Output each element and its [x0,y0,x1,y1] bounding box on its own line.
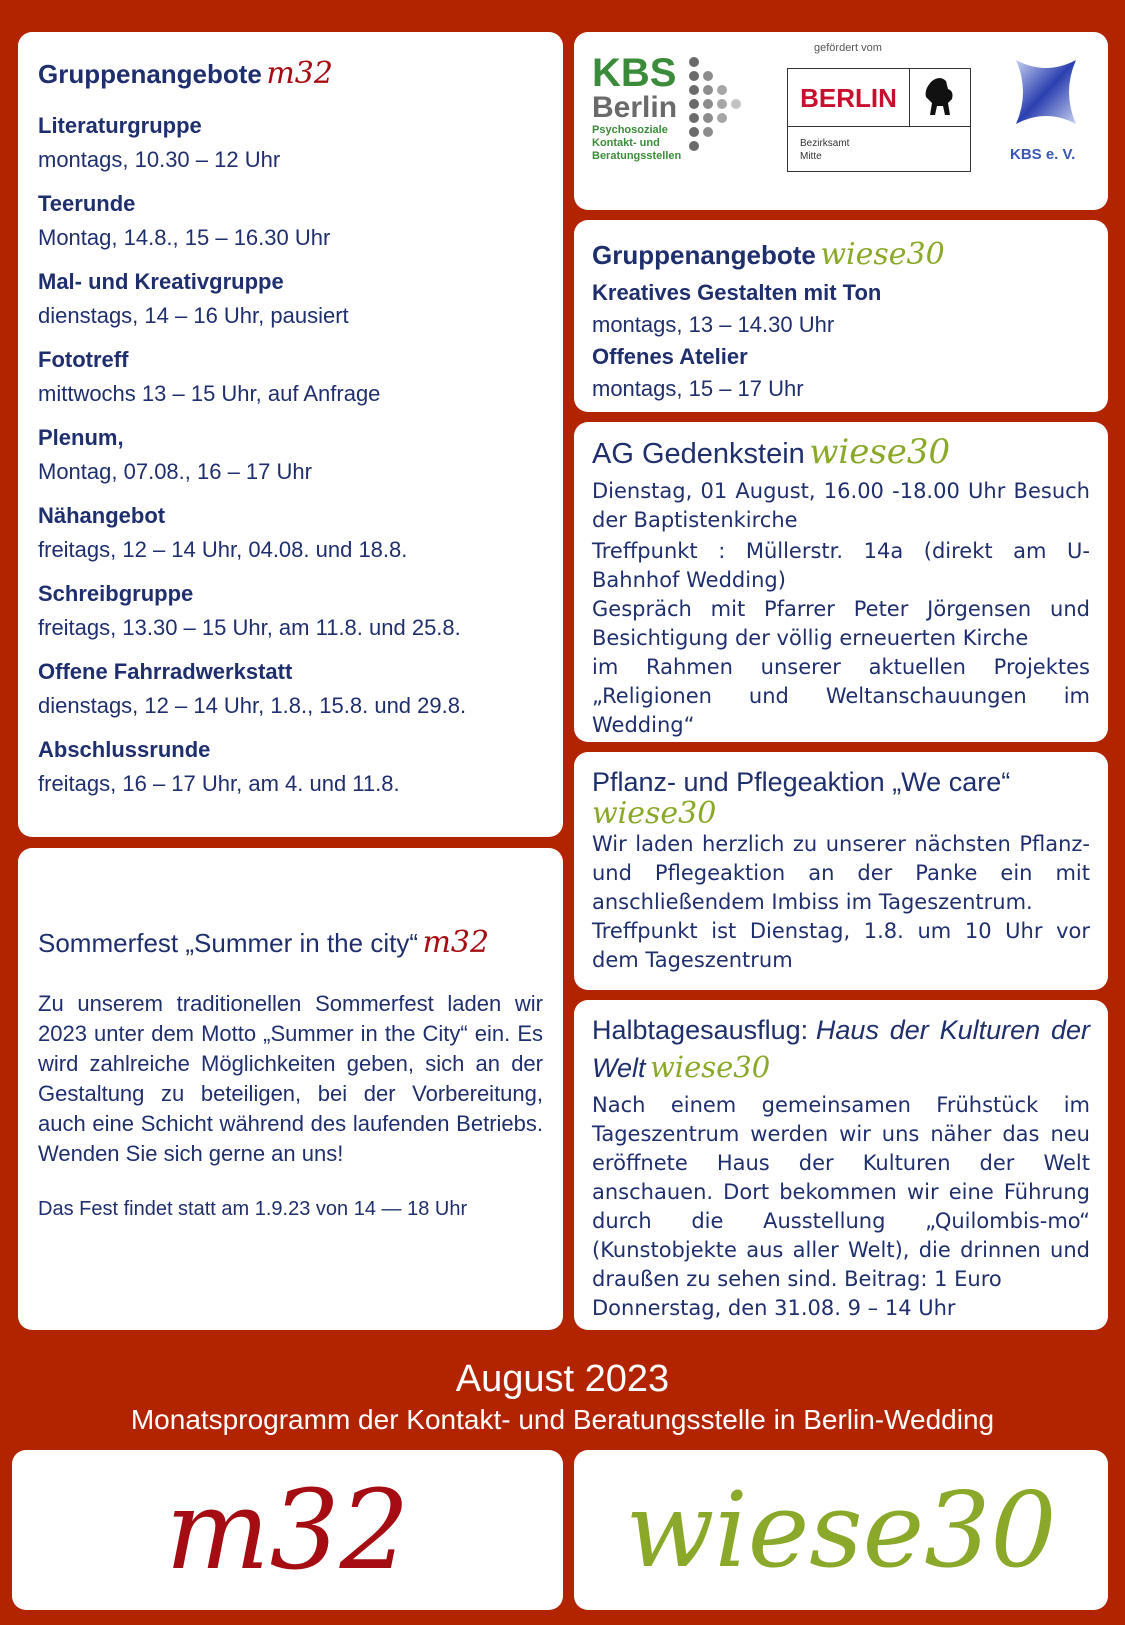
kbs-ev-label: KBS e. V. [1010,146,1076,163]
wiese30-logo: wiese30 [625,1469,1057,1591]
kbs-logo-city: Berlin [592,91,678,124]
m32-brand: m32 [266,56,333,91]
group-name: Offene Fahrradwerkstatt [38,659,293,684]
berlin-logo [787,68,971,172]
ag-title: AG Gedenkstein [592,438,805,470]
fest-date: Das Fest findet statt am 1.9.23 von 14 — 18 Uhr [38,1198,468,1220]
group-name: Abschlussrunde [38,737,211,762]
care-brand: wiese30 [592,796,717,831]
care-meeting-point: Treffpunkt ist Dienstag, 1.8. um 10 Uhr vor dem Tageszentrum [592,919,1090,972]
kbs-logo-sub2: Kontakt- und [592,137,660,149]
m32-logo: m32 [165,1466,410,1594]
bezirksamt-text: Bezirksamt [800,138,850,149]
program-subtitle: Monatsprogramm der Kontakt- und Beratungsstelle in Berlin-Wedding [130,1404,995,1435]
summer-fest-card [18,848,563,1330]
m32-group-item [38,109,543,177]
wiese30-logo-card [574,1450,1108,1610]
group-time: montags, 10.30 – 12 Uhr [38,147,281,172]
ag-date: Dienstag, 01 August, 16.00 -18.00 Uhr Besuch der Baptistenkirche [592,479,1090,532]
m32-group-item [38,421,543,489]
bezirksamt-label [800,137,849,163]
ton-group-time: montags, 13 – 14.30 Uhr [592,312,835,337]
group-time: freitags, 16 – 17 Uhr, am 4. und 11.8. [38,771,400,796]
wiese30-groups-card [574,220,1108,412]
ton-group-name: Kreatives Gestalten mit Ton [592,280,882,305]
ag-gedenkstein-card [574,422,1108,742]
m32-group-item [38,733,543,801]
fest-description: Zu unserem traditionellen Sommerfest laden wir 2023 unter dem Motto „Summer in the City“ ein. Es wird zahlreiche Möglichkeiten geben, sich an der Gestaltung zu beteiligen, bei der Vorbereitung, auch eine Schicht während des laufenden Betriebs. Wenden Sie sich gerne an uns! [38,991,543,1166]
m32-group-item [38,187,543,255]
group-time: freitags, 13.30 – 15 Uhr, am 11.8. und 25.8. [38,615,461,640]
berlin-bear-icon [910,69,970,127]
m32-groups-card [18,32,563,837]
trip-brand: wiese30 [649,1050,771,1084]
m32-group-item [38,343,543,411]
care-title: Pflanz- und Pflegeaktion „We care“ [592,767,1011,797]
trip-title-venue: Haus der Kulturen der Welt [592,1015,1090,1083]
care-invitation: Wir laden herzlich zu unserer nächsten Pflanz- und Pflegeaktion an der Panke ein mit anschließendem Imbiss im Tageszentrum. [592,832,1090,914]
trip-date: Donnerstag, den 31.08. 9 – 14 Uhr [592,1296,956,1320]
kbs-dots-icon [686,54,766,164]
atelier-group-name: Offenes Atelier [592,344,748,369]
trip-description: Nach einem gemeinsamen Frühstück im Tageszentrum werden wir uns näher das neu eröffnete Haus der Kulturen der Welt anschauen. Dort bekommen wir eine Führung durch die Ausstellung „Quilombis-mo“ (Kunstobjekte aus aller Welt), die drinnen und draußen zu sehen sind. Beitrag: 1 Euro [592,1093,1090,1291]
group-time: Montag, 07.08., 16 – 17 Uhr [38,459,312,484]
we-care-card [574,752,1108,990]
m32-groups-title: Gruppenangebote [38,59,262,89]
group-time: mittwochs 13 – 15 Uhr, auf Anfrage [38,381,381,406]
kbs-logo-sub1: Psychosoziale [592,124,668,136]
kbs-logo-sub3: Beratungsstellen [592,150,682,162]
trip-heading [592,1014,1090,1089]
mitte-text: Mitte [800,151,822,162]
berlin-logo-text: BERLIN [788,69,910,127]
wiese30-brand: wiese30 [820,237,945,272]
group-name: Schreibgruppe [38,581,194,606]
funded-by-label: gefördert vom [814,42,882,54]
trip-title: Halbtagesausflug: [592,1015,809,1045]
kbs-berlin-logo [592,51,682,163]
fest-heading [38,924,543,967]
m32-logo-card [12,1450,563,1610]
ag-project: im Rahmen unserer aktuellen Projektes „Religionen und Weltanschauungen im Wedding“ [592,655,1090,737]
wiese30-groups-title: Gruppenangebote [592,240,816,270]
group-name: Mal- und Kreativgruppe [38,269,284,294]
m32-groups-heading [38,56,543,91]
kbs-ev-emblem-icon [1012,56,1080,128]
group-time: dienstags, 12 – 14 Uhr, 1.8., 15.8. und 29.8. [38,693,467,718]
m32-groups-list [38,109,543,801]
m32-group-item [38,577,543,645]
group-name: Fototreff [38,347,129,372]
m32-group-item [38,655,543,723]
ag-program: Gespräch mit Pfarrer Peter Jörgensen und Besichtigung der völlig erneuerten Kirche [592,597,1090,650]
month-title: August 2023 [455,1358,670,1400]
fest-brand: m32 [422,925,490,960]
group-name: Plenum, [38,425,124,450]
fest-title: Sommerfest „Summer in the city“ [38,928,418,958]
group-name: Nähangebot [38,503,166,528]
ag-heading [592,434,1090,477]
group-time: Montag, 14.8., 15 – 16.30 Uhr [38,225,331,250]
ag-meeting-point: Treffpunkt : Müllerstr. 14a (direkt am U-Bahnhof Wedding) [592,539,1090,592]
group-time: freitags, 12 – 14 Uhr, 04.08. und 18.8. [38,537,408,562]
wiese30-groups-heading [592,238,1090,277]
m32-group-item [38,499,543,567]
m32-group-item [38,265,543,333]
logos-card [574,32,1108,210]
group-name: Teerunde [38,191,136,216]
atelier-group-time: montags, 15 – 17 Uhr [592,376,804,401]
trip-card [574,1000,1108,1330]
kbs-logo-text: KBS [592,51,677,95]
ag-brand: wiese30 [809,432,951,472]
group-time: dienstags, 14 – 16 Uhr, pausiert [38,303,349,328]
group-name: Literaturgruppe [38,113,202,138]
